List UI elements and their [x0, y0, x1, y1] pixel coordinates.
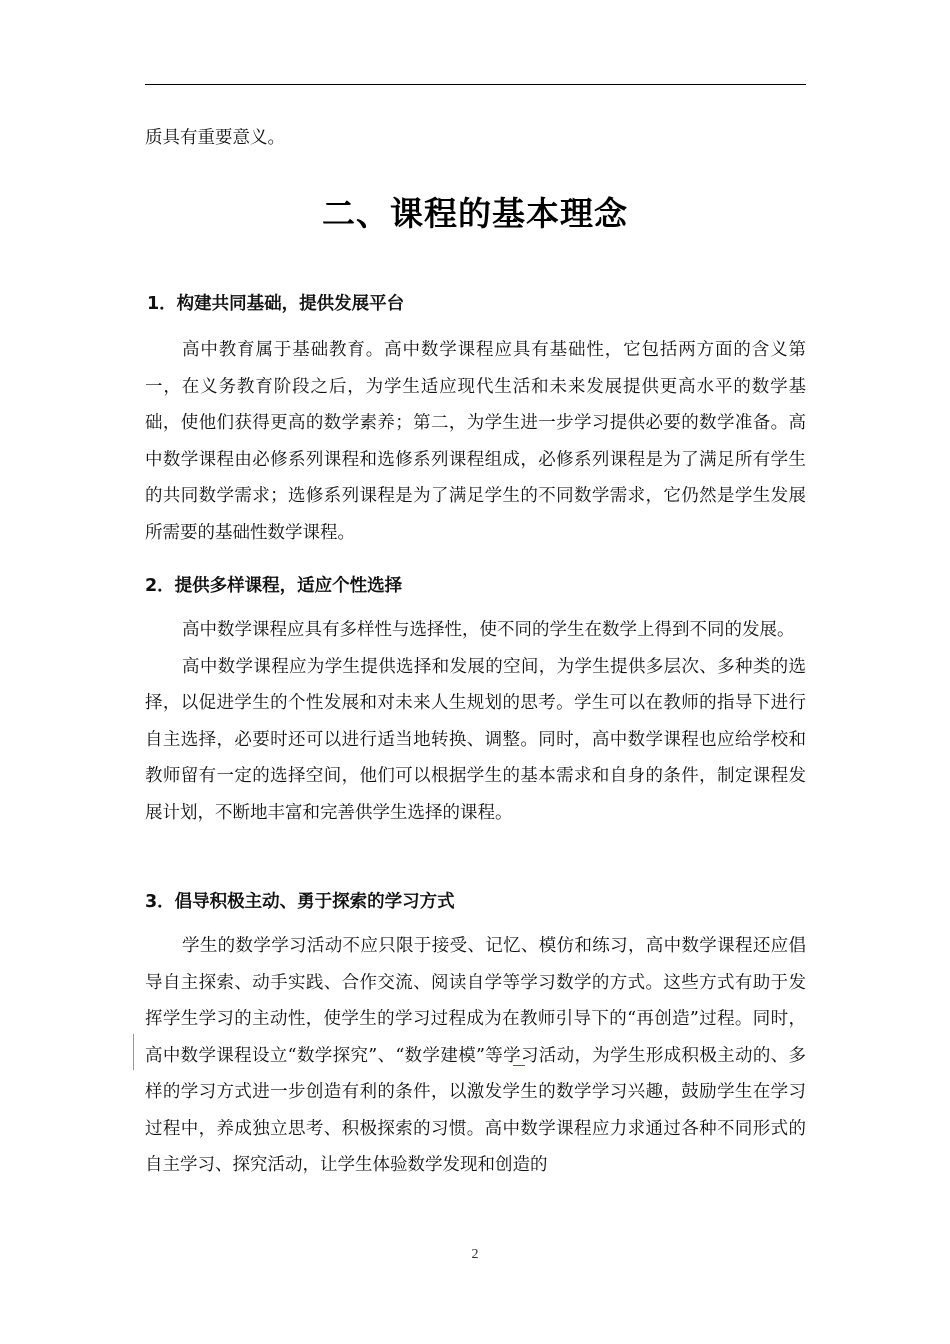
item2-heading: 2．提供多样课程，适应个性选择	[145, 576, 403, 596]
item1-heading: 1．构建共同基础，提供发展平台	[147, 294, 405, 314]
section-title: 二、课程的基本理念	[322, 194, 628, 233]
item3-heading: 3．倡导积极主动、勇于探索的学习方式	[145, 892, 455, 912]
paragraph-continuation	[145, 120, 806, 157]
change-bar-mark	[133, 1034, 134, 1070]
header-rule	[145, 84, 806, 85]
paragraph-text: 质具有重要意义。	[145, 128, 285, 148]
item3-paragraph	[145, 928, 806, 1184]
item2-paragraphs	[145, 612, 806, 831]
revision-mark	[513, 1059, 525, 1066]
page-number: 2	[471, 1247, 479, 1262]
item2-text1: 高中数学课程应具有多样性与选择性，使不同的学生在数学上得到不同的发展。	[182, 620, 795, 640]
item1-paragraph	[145, 332, 806, 551]
item1-text: 高中教育属于基础教育。高中数学课程应具有基础性，它包括两方面的含义第一，在义务教育阶段之后，为学生适应现代生活和未来发展提供更高水平的数学基础，使他们获得更高的数学素养；第二，为学生进一步学习提供必要的数学准备。高中数学课程由必修系列课程和选修系列课程组成，必修系列课程是为了满足所有学生的共同数学需求；选修系列课程是为了满足学生的不同数学需求，它仍然是学生发展所需要的基础性数学课程。	[145, 340, 806, 543]
item3-text: 学生的数学学习活动不应只限于接受、记忆、模仿和练习，高中数学课程还应倡导自主探索、动手实践、合作交流、阅读自学等学习数学的方式。这些方式有助于发挥学生学习的主动性，使学生的学习过程成为在教师引导下的“再创造”过程。同时，高中数学课程设立“数学探究”、“数学建模”等学习活动，为学生形成积极主动的、多样的学习方式进一步创造有利的条件，以激发学生的数学学习兴趣，鼓励学生在学习过程中，养成独立思考、积极探索的习惯。高中数学课程应力求通过各种不同形式的自主学习、探究活动，让学生体验数学发现和创造的	[145, 936, 806, 1175]
item2-text2: 高中数学课程应为学生提供选择和发展的空间，为学生提供多层次、多种类的选择，以促进学生的个性发展和对未来人生规划的思考。学生可以在教师的指导下进行自主选择，必要时还可以进行适当地转换、调整。同时，高中数学课程也应给学校和教师留有一定的选择空间，他们可以根据学生的基本需求和自身的条件，制定课程发展计划，不断地丰富和完善供学生选择的课程。	[145, 656, 806, 823]
